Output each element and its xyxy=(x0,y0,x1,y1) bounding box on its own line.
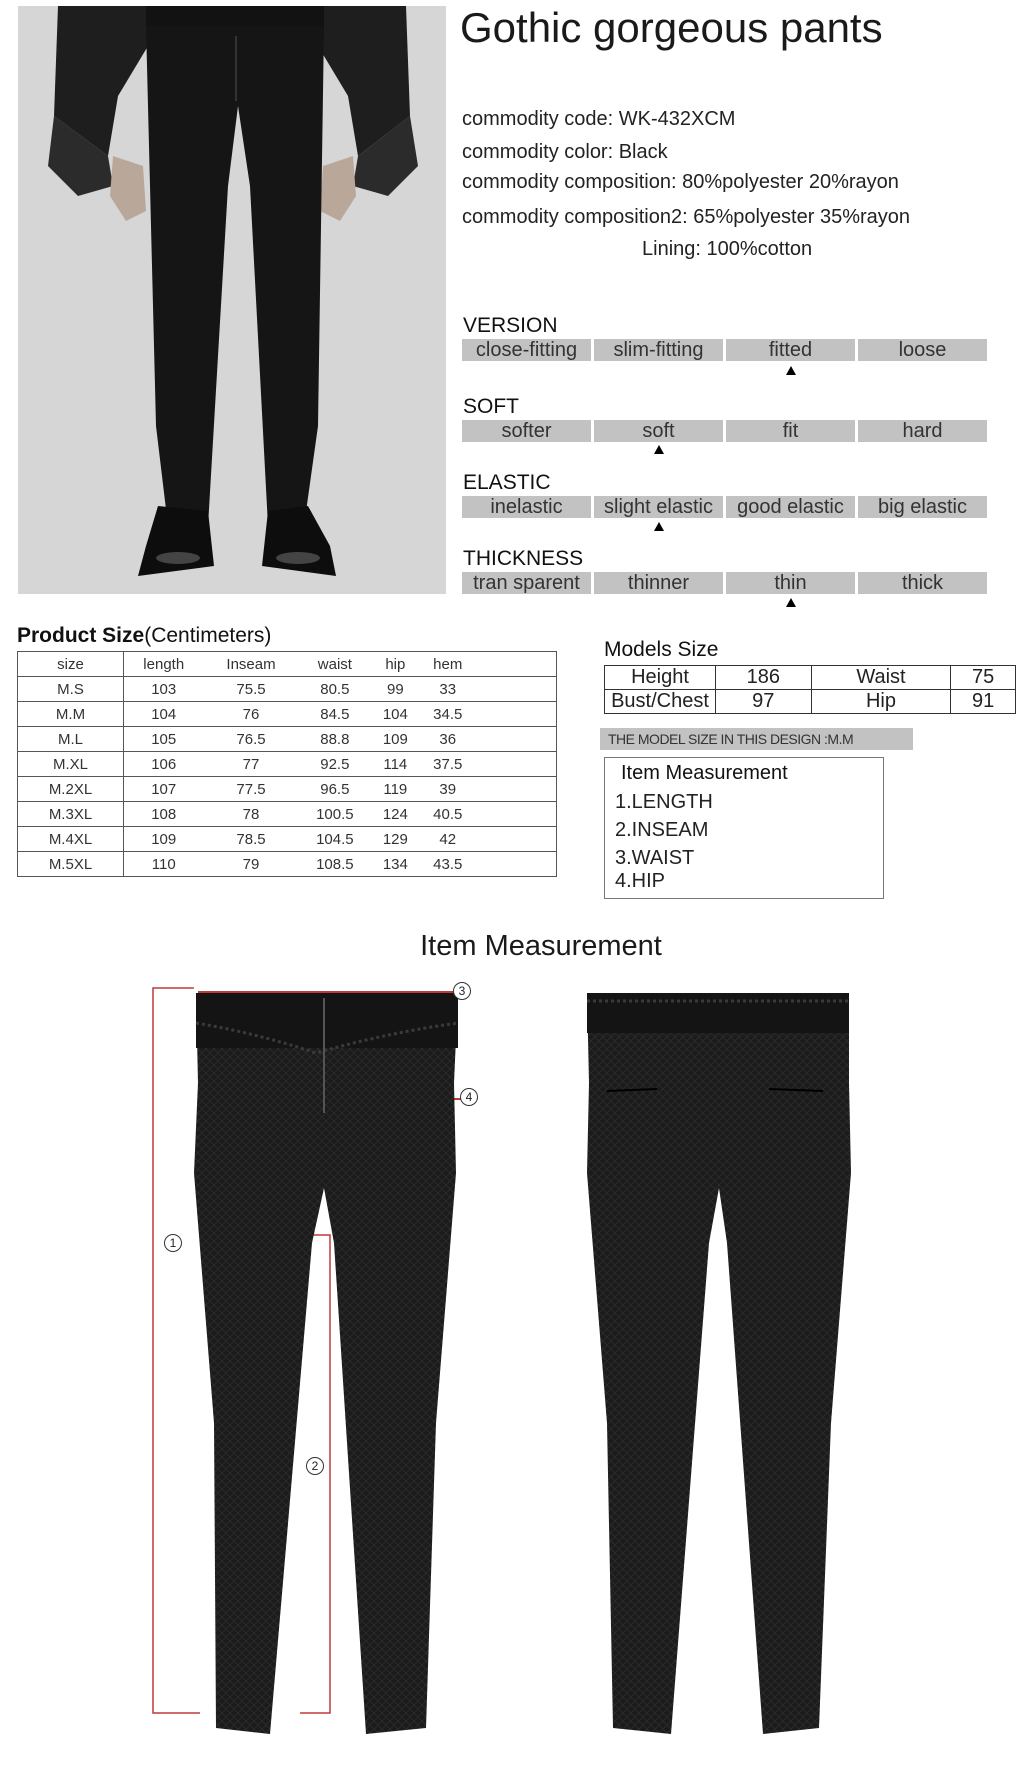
table-cell: 92.5 xyxy=(320,755,350,773)
scale-soft xyxy=(462,420,992,442)
table-cell: M.2XL xyxy=(18,777,124,802)
table-cell: 108 xyxy=(151,805,177,823)
table-cell: 37.5 xyxy=(433,755,463,773)
column-header: length xyxy=(143,655,185,673)
spec-label: Lining: xyxy=(642,238,701,260)
model-size-note: THE MODEL SIZE IN THIS DESIGN :M.M xyxy=(600,728,913,750)
scale-option: thinner xyxy=(594,572,723,594)
table-cell: 105 xyxy=(151,730,177,748)
measurement-item: 2.INSEAM xyxy=(615,819,709,841)
scale-option-selected: fitted xyxy=(726,339,855,361)
table-cell: 91 xyxy=(951,690,1016,714)
spec-label: commodity composition2: xyxy=(462,206,688,228)
table-cell: 79 xyxy=(242,855,260,873)
model-photo xyxy=(18,6,446,594)
item-measurement-box xyxy=(604,757,884,899)
table-row xyxy=(605,690,1016,714)
table-cell: 108.5 xyxy=(316,855,354,873)
spec-value: WK-432XCM xyxy=(618,108,736,130)
item-measurement-box-title: Item Measurement xyxy=(621,762,788,784)
table-cell: 104 xyxy=(151,705,177,723)
scale-option: thick xyxy=(858,572,987,594)
table-cell: 40.5 xyxy=(433,805,463,823)
product-size-heading: Product Size xyxy=(17,624,145,647)
table-cell: 88.8 xyxy=(320,730,350,748)
spec-label: commodity composition: xyxy=(462,171,677,193)
table-cell: 124 xyxy=(382,805,408,823)
scale-option: fit xyxy=(726,420,855,442)
marker-1: 1 xyxy=(164,1234,182,1252)
table-cell: 134 xyxy=(382,855,408,873)
scale-option-selected: slight elastic xyxy=(594,496,723,518)
spec-commodity-code xyxy=(462,108,735,131)
table-cell: 78.5 xyxy=(236,830,266,848)
scale-title-version: VERSION xyxy=(463,314,558,337)
table-cell: M.4XL xyxy=(18,827,124,852)
marker-3: 3 xyxy=(453,982,471,1000)
blank-cell xyxy=(476,802,557,827)
table-cell: M.M xyxy=(18,702,124,727)
product-title: Gothic gorgeous pants xyxy=(460,4,883,51)
table-cell: 114 xyxy=(383,755,408,773)
blank-cell xyxy=(476,777,557,802)
table-cell: 36 xyxy=(439,730,457,748)
selection-marker-icon xyxy=(654,445,664,454)
table-cell: 34.5 xyxy=(433,705,463,723)
scale-option: close-fitting xyxy=(462,339,591,361)
blank-cell xyxy=(476,677,557,702)
marker-4: 4 xyxy=(460,1088,478,1106)
table-cell: 42 xyxy=(439,830,457,848)
scale-elastic xyxy=(462,496,992,518)
blank-cell xyxy=(476,652,557,677)
spec-value: 65%polyester 35%rayon xyxy=(693,206,911,228)
table-cell: 97 xyxy=(716,690,812,714)
spec-value: 80%polyester 20%rayon xyxy=(682,171,899,193)
table-cell: M.L xyxy=(18,727,124,752)
table-cell: 75 xyxy=(951,666,1016,690)
product-size-table xyxy=(17,651,557,877)
column-header: hip xyxy=(385,655,406,673)
table-cell: M.5XL xyxy=(18,852,124,877)
table-cell: 186 xyxy=(716,666,812,690)
table-header-row xyxy=(18,652,557,677)
table-row xyxy=(18,677,557,702)
selection-marker-icon xyxy=(786,598,796,607)
table-cell: M.3XL xyxy=(18,802,124,827)
table-row xyxy=(18,802,557,827)
table-row xyxy=(18,702,557,727)
spec-commodity-color xyxy=(462,141,668,164)
table-row xyxy=(18,852,557,877)
table-cell: 76 xyxy=(242,705,260,723)
spec-commodity-composition xyxy=(462,171,899,194)
scale-option-selected: soft xyxy=(594,420,723,442)
table-row xyxy=(605,666,1016,690)
blank-cell xyxy=(476,852,557,877)
table-cell: 100.5 xyxy=(316,805,354,823)
blank-cell xyxy=(476,827,557,852)
table-cell: M.XL xyxy=(18,752,124,777)
table-cell: 77.5 xyxy=(236,780,266,798)
scale-title-thickness: THICKNESS xyxy=(463,547,584,570)
table-cell: 43.5 xyxy=(433,855,463,873)
models-size-title: Models Size xyxy=(604,638,719,661)
table-cell: Bust/Chest xyxy=(605,690,716,714)
column-header: Inseam xyxy=(226,655,276,673)
blank-cell xyxy=(476,727,557,752)
table-row xyxy=(18,752,557,777)
table-cell: Hip xyxy=(811,690,951,714)
scale-title-elastic: ELASTIC xyxy=(463,471,551,494)
table-cell: 119 xyxy=(383,780,408,798)
models-size-table xyxy=(604,665,1016,714)
column-header: size xyxy=(18,652,124,677)
column-header: hem xyxy=(433,655,463,673)
blank-cell xyxy=(476,752,557,777)
table-cell: Height xyxy=(605,666,716,690)
table-cell: 129 xyxy=(382,830,408,848)
table-cell: 80.5 xyxy=(320,680,350,698)
table-row xyxy=(18,777,557,802)
measurement-item: 4.HIP xyxy=(615,870,666,892)
table-cell: 39 xyxy=(439,780,457,798)
table-cell: 77 xyxy=(242,755,260,773)
spec-value: Black xyxy=(618,141,668,163)
table-cell: 33 xyxy=(439,680,457,698)
table-cell: 96.5 xyxy=(320,780,350,798)
pants-front-diagram xyxy=(186,993,468,1740)
spec-value: 100%cotton xyxy=(706,238,813,260)
spec-label: commodity code: xyxy=(462,108,614,130)
scale-thickness xyxy=(462,572,992,594)
table-cell: 104 xyxy=(382,705,408,723)
scale-option: big elastic xyxy=(858,496,987,518)
scale-option: loose xyxy=(858,339,987,361)
table-cell: Waist xyxy=(811,666,951,690)
selection-marker-icon xyxy=(654,522,664,531)
table-cell: 84.5 xyxy=(320,705,350,723)
table-cell: 75.5 xyxy=(236,680,266,698)
spec-lining xyxy=(642,238,812,261)
table-cell: 104.5 xyxy=(316,830,354,848)
scale-version xyxy=(462,339,992,361)
table-cell: 99 xyxy=(386,680,404,698)
column-header: waist xyxy=(317,655,352,673)
table-row xyxy=(18,827,557,852)
table-cell: 110 xyxy=(151,855,176,873)
measurement-item: 1.LENGTH xyxy=(615,791,713,813)
scale-option: softer xyxy=(462,420,591,442)
table-cell: 109 xyxy=(382,730,408,748)
pants-back-diagram xyxy=(587,993,869,1740)
marker-2: 2 xyxy=(306,1457,324,1475)
selection-marker-icon xyxy=(786,366,796,375)
product-size-title xyxy=(17,624,271,648)
table-cell: 109 xyxy=(151,830,177,848)
table-row xyxy=(18,727,557,752)
table-cell: 106 xyxy=(151,755,177,773)
table-cell: 107 xyxy=(151,780,177,798)
spec-commodity-composition2 xyxy=(462,206,910,229)
table-cell: 76.5 xyxy=(236,730,266,748)
measurement-item: 3.WAIST xyxy=(615,847,695,869)
scale-option: hard xyxy=(858,420,987,442)
scale-option-selected: thin xyxy=(726,572,855,594)
scale-option: tran sparent xyxy=(462,572,591,594)
blank-cell xyxy=(476,702,557,727)
scale-title-soft: SOFT xyxy=(463,395,519,418)
spec-label: commodity color: xyxy=(462,141,614,163)
table-cell: 78 xyxy=(242,805,260,823)
table-cell: 103 xyxy=(151,680,177,698)
scale-option: slim-fitting xyxy=(594,339,723,361)
product-size-unit: (Centimeters) xyxy=(144,624,272,647)
table-cell: M.S xyxy=(18,677,124,702)
item-measurement-title: Item Measurement xyxy=(420,930,662,962)
scale-option: inelastic xyxy=(462,496,591,518)
scale-option: good elastic xyxy=(726,496,855,518)
